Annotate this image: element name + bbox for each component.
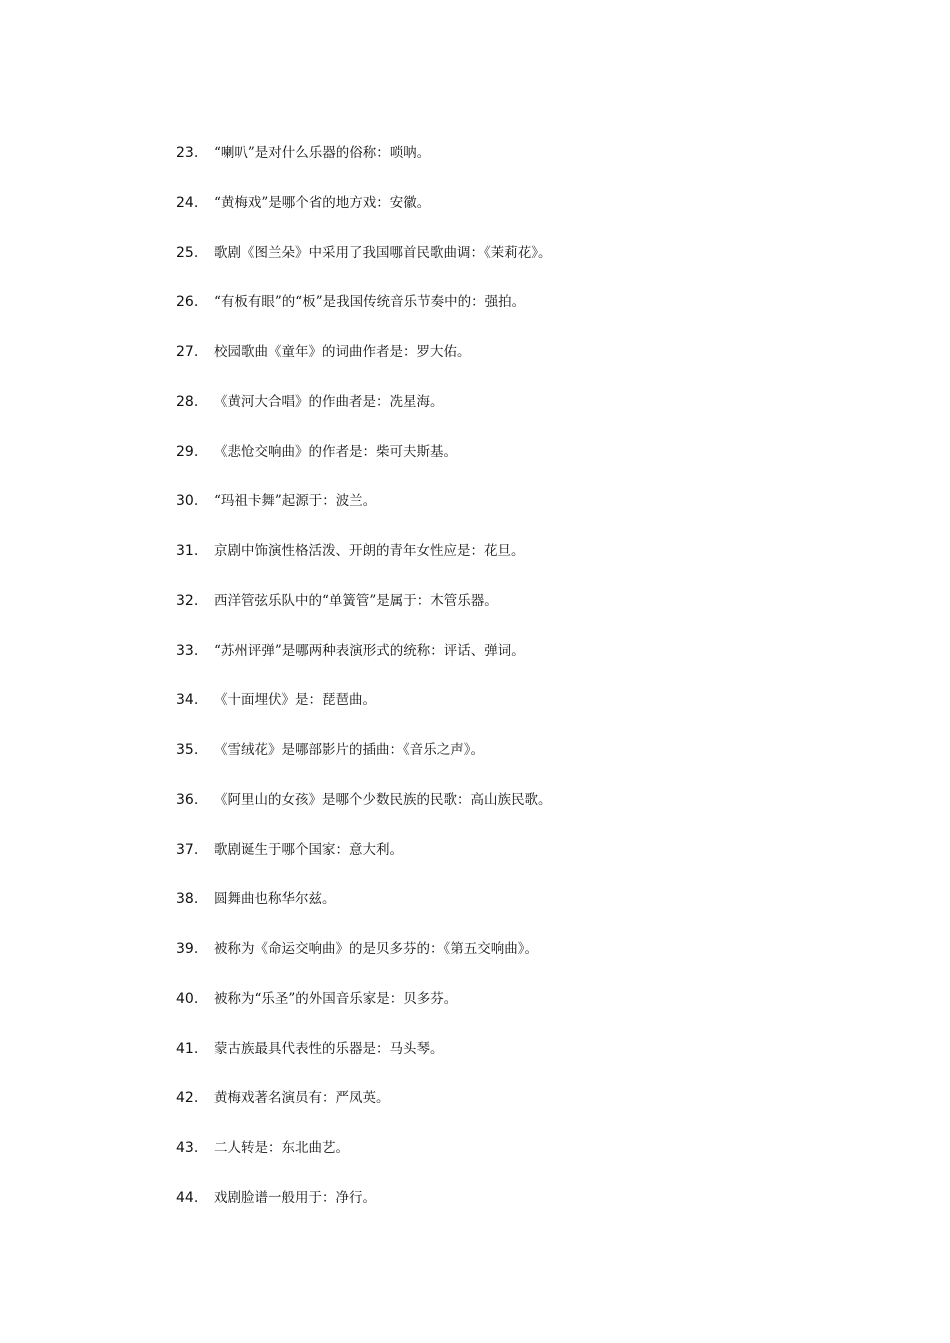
item-number: 38. (176, 891, 199, 908)
item-number: 23. (176, 145, 199, 161)
item-text: “黄梅戏”是哪个省的地方戏：安徽。 (214, 194, 431, 211)
list-item (176, 939, 876, 989)
item-number: 31. (176, 543, 199, 559)
item-text: “玛祖卡舞”起源于：波兰。 (214, 493, 377, 510)
item-number: 32. (176, 592, 199, 609)
item-number: 43. (176, 1140, 199, 1156)
list-item (176, 442, 876, 492)
item-text: 蒙古族最具代表性的乐器是：马头琴。 (214, 1040, 444, 1057)
item-number: 27. (176, 344, 199, 360)
list-item (176, 392, 876, 442)
item-number: 42. (176, 1090, 199, 1107)
item-text: 被称为《命运交响曲》的是贝多芬的：《第五交响曲》。 (214, 941, 538, 957)
list-item (176, 193, 876, 243)
list-item (176, 889, 876, 939)
item-number: 34. (176, 692, 199, 709)
list-item (176, 1039, 876, 1089)
item-number: 33. (176, 642, 199, 659)
item-text: 京剧中饰演性格活泼、开朗的青年女性应是：花旦。 (214, 543, 525, 559)
item-number: 41. (176, 1040, 199, 1057)
list-item (176, 1138, 876, 1188)
list-item (176, 790, 876, 840)
list-item (176, 641, 876, 691)
item-text: “有板有眼”的“板”是我国传统音乐节奏中的：强拍。 (214, 294, 526, 311)
item-text: 《悲怆交响曲》的作者是：柴可夫斯基。 (214, 443, 457, 460)
item-number: 37. (176, 841, 199, 858)
item-number: 40. (176, 990, 199, 1007)
item-number: 44. (176, 1189, 199, 1206)
item-text: 《黄河大合唱》的作曲者是：冼星海。 (214, 393, 444, 410)
list-item (176, 243, 876, 293)
list-item (176, 690, 876, 740)
item-text: “喇叭”是对什么乐器的俗称：唢呐。 (214, 145, 431, 161)
list-item (176, 1088, 876, 1138)
item-text: 歌剧《图兰朵》中采用了我国哪首民歌曲调：《茉莉花》。 (214, 244, 552, 261)
item-text: 圆舞曲也称华尔兹。 (214, 891, 336, 908)
item-text: 歌剧诞生于哪个国家：意大利。 (214, 841, 403, 858)
list-item (176, 840, 876, 890)
item-text: 戏剧脸谱一般用于：净行。 (214, 1189, 376, 1206)
item-number: 26. (176, 294, 199, 311)
list-item (176, 1188, 876, 1238)
item-text: 《雪绒花》是哪部影片的插曲：《音乐之声》。 (214, 742, 484, 758)
item-text: “苏州评弹”是哪两种表演形式的统称：评话、弹词。 (214, 642, 525, 659)
list-item (176, 541, 876, 591)
item-text: 西洋管弦乐队中的“单簧管”是属于：木管乐器。 (214, 592, 498, 609)
list-item (176, 143, 876, 193)
list-item (176, 491, 876, 541)
item-text: 二人转是：东北曲艺。 (214, 1140, 349, 1156)
item-number: 39. (176, 941, 199, 957)
item-text: 《阿里山的女孩》是哪个少数民族的民歌：高山族民歌。 (214, 791, 552, 808)
list-item (176, 989, 876, 1039)
item-text: 校园歌曲《童年》的词曲作者是：罗大佑。 (214, 344, 471, 360)
list-item (176, 591, 876, 641)
list-item (176, 342, 876, 392)
list-item (176, 292, 876, 342)
item-number: 29. (176, 443, 199, 460)
item-number: 24. (176, 194, 199, 211)
item-text: 黄梅戏著名演员有：严凤英。 (214, 1090, 390, 1107)
qa-list (176, 143, 876, 1238)
item-number: 35. (176, 742, 199, 758)
item-text: 《十面埋伏》是：琵琶曲。 (214, 692, 376, 709)
item-number: 30. (176, 493, 199, 510)
item-text: 被称为“乐圣”的外国音乐家是：贝多芬。 (214, 990, 458, 1007)
item-number: 28. (176, 393, 199, 410)
list-item (176, 740, 876, 790)
item-number: 36. (176, 791, 199, 808)
item-number: 25. (176, 244, 199, 261)
